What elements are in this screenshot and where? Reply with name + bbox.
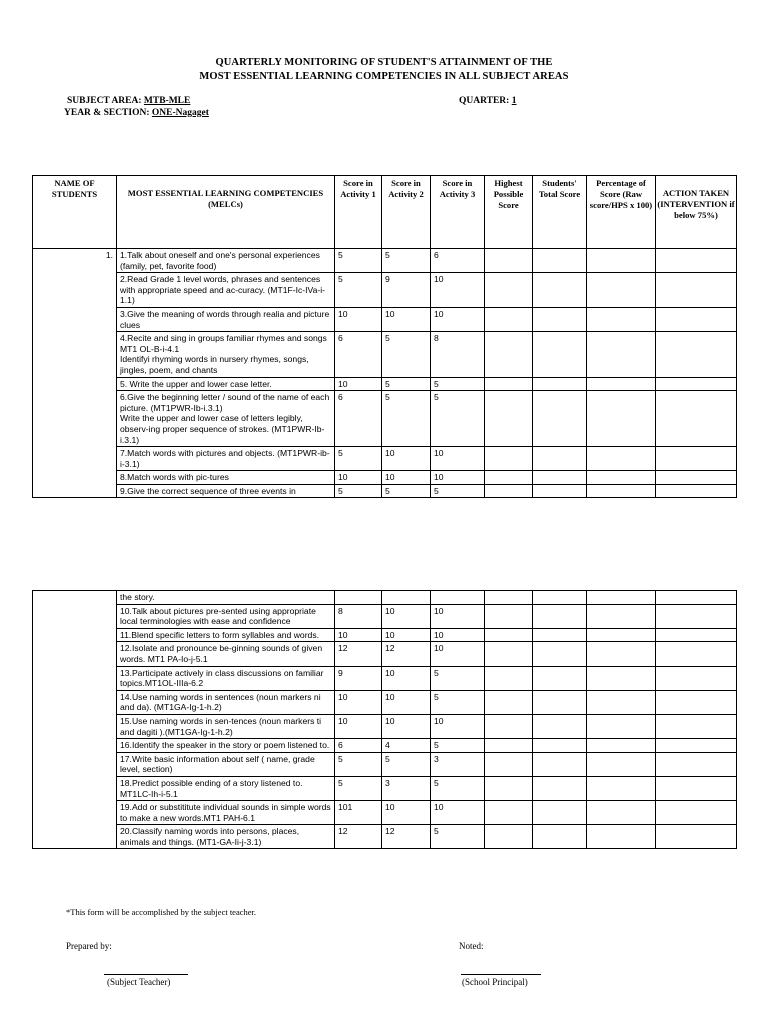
score-activity-2-cell: 9 [382, 273, 431, 308]
hps-cell [485, 666, 533, 690]
year-section-value: ONE-Nagaget [151, 108, 209, 118]
score-activity-3-cell: 5 [431, 666, 485, 690]
percentage-cell [587, 666, 656, 690]
table-row [33, 776, 737, 800]
score-activity-1-cell: 5 [335, 273, 382, 308]
table-row [33, 307, 737, 331]
principal-signature-line [461, 974, 541, 975]
melc-cell: 14.Use naming words in sentences (noun markers ni and da). (MT1GA-Ig-1-h.2) [117, 690, 335, 714]
total-cell [533, 739, 587, 753]
subject-area-value: MTB-MLE [143, 96, 191, 106]
score-activity-2-cell: 5 [382, 752, 431, 776]
melc-cell: 10.Talk about pictures pre-sented using appropriate local terminologies with ease and confidence [117, 604, 335, 628]
action-cell [656, 604, 737, 628]
quarter-label: QUARTER: [459, 96, 510, 106]
hps-cell [485, 484, 533, 498]
percentage-cell [587, 307, 656, 331]
score-activity-2-cell: 5 [382, 249, 431, 273]
total-cell [533, 377, 587, 391]
score-activity-2-cell: 10 [382, 666, 431, 690]
score-activity-1-cell: 10 [335, 471, 382, 485]
score-activity-2-cell: 10 [382, 714, 431, 738]
percentage-cell [587, 377, 656, 391]
col-header-activity-2: Score in Activity 2 [382, 176, 431, 249]
score-activity-1-cell: 8 [335, 604, 382, 628]
footnote: *This form will be accomplished by the subject teacher. [66, 907, 257, 917]
hps-cell [485, 273, 533, 308]
subject-area-label: SUBJECT AREA: [67, 96, 142, 106]
col-header-highest-possible-score: Highest Possible Score [485, 176, 533, 249]
student-number-cell: 1. [33, 249, 117, 498]
subject-teacher-caption: (Subject Teacher) [107, 977, 171, 987]
teacher-signature-line [104, 974, 188, 975]
percentage-cell [587, 447, 656, 471]
score-activity-3-cell: 10 [431, 471, 485, 485]
percentage-cell [587, 825, 656, 849]
total-cell [533, 666, 587, 690]
hps-cell [485, 377, 533, 391]
score-activity-3-cell: 5 [431, 391, 485, 447]
score-activity-2-cell: 10 [382, 447, 431, 471]
melc-cell: 7.Match words with pictures and objects. (MT1PWR-ib-i-3.1) [117, 447, 335, 471]
action-cell [656, 249, 737, 273]
score-activity-2-cell [382, 591, 431, 605]
noted-label: Noted: [459, 941, 484, 951]
score-activity-3-cell [431, 591, 485, 605]
table-row [33, 825, 737, 849]
melc-cell: 20.Classify naming words into persons, places, animals and things. (MT1-GA-Ii-j-3.1) [117, 825, 335, 849]
form-title-line-2: MOST ESSENTIAL LEARNING COMPETENCIES IN ALL SUBJECT AREAS [199, 71, 569, 82]
total-cell [533, 471, 587, 485]
score-activity-1-cell: 10 [335, 377, 382, 391]
percentage-cell [587, 273, 656, 308]
hps-cell [485, 249, 533, 273]
score-activity-3-cell: 10 [431, 628, 485, 642]
total-cell [533, 628, 587, 642]
percentage-cell [587, 714, 656, 738]
table-row [33, 249, 737, 273]
score-activity-3-cell: 10 [431, 447, 485, 471]
melc-cell: 5. Write the upper and lower case letter. [117, 377, 335, 391]
hps-cell [485, 591, 533, 605]
col-header-activity-3: Score in Activity 3 [431, 176, 485, 249]
score-activity-1-cell: 10 [335, 307, 382, 331]
col-header-name: NAME OF STUDENTS [33, 176, 117, 249]
percentage-cell [587, 690, 656, 714]
score-activity-1-cell: 9 [335, 666, 382, 690]
action-cell [656, 690, 737, 714]
score-activity-1-cell: 10 [335, 628, 382, 642]
col-header-percentage: Percentage of Score (Raw score/HPS x 100) [587, 176, 656, 249]
melc-cell: 17.Write basic information about self ( name, grade level, section) [117, 752, 335, 776]
melc-cell: 2.Read Grade 1 level words, phrases and sentences with appropriate speed and ac-curacy. (MT1F-Ic-IVa-i-1.1) [117, 273, 335, 308]
action-cell [656, 642, 737, 666]
table-row [33, 447, 737, 471]
table-row [33, 666, 737, 690]
table-row [33, 273, 737, 308]
score-activity-2-cell: 5 [382, 332, 431, 377]
score-activity-3-cell: 10 [431, 801, 485, 825]
percentage-cell [587, 739, 656, 753]
melc-cell: 19.Add or substititute individual sounds in simple words to make a new words.MT1 PAH-6.1 [117, 801, 335, 825]
table-row [33, 801, 737, 825]
score-activity-2-cell: 10 [382, 307, 431, 331]
total-cell [533, 690, 587, 714]
hps-cell [485, 642, 533, 666]
melc-cell: 4.Recite and sing in groups familiar rhymes and songs MT1 OL-B-i-4.1 Identifyi rhyming words in nursery rhymes, songs, jingles, poem, and chants [117, 332, 335, 377]
action-cell [656, 391, 737, 447]
action-cell [656, 666, 737, 690]
score-activity-3-cell: 6 [431, 249, 485, 273]
action-cell [656, 273, 737, 308]
melc-cell: 13.Participate actively in class discussions on familiar topics.MT1OL-IIIa-6.2 [117, 666, 335, 690]
hps-cell [485, 690, 533, 714]
score-activity-1-cell [335, 591, 382, 605]
melc-cell: the story. [117, 591, 335, 605]
table-row [33, 591, 737, 605]
total-cell [533, 273, 587, 308]
score-activity-2-cell: 10 [382, 471, 431, 485]
action-cell [656, 332, 737, 377]
action-cell [656, 714, 737, 738]
year-section-label: YEAR & SECTION: [64, 108, 150, 118]
melc-cell: 18.Predict possible ending of a story listened to. MT1LC-Ih-i-5.1 [117, 776, 335, 800]
score-activity-2-cell: 4 [382, 739, 431, 753]
hps-cell [485, 714, 533, 738]
table-row [33, 484, 737, 498]
year-section [64, 108, 209, 118]
action-cell [656, 484, 737, 498]
action-cell [656, 307, 737, 331]
total-cell [533, 642, 587, 666]
melc-table-page-1 [32, 175, 737, 498]
action-cell [656, 776, 737, 800]
action-cell [656, 801, 737, 825]
action-cell [656, 739, 737, 753]
total-cell [533, 447, 587, 471]
score-activity-3-cell: 5 [431, 739, 485, 753]
score-activity-3-cell: 10 [431, 307, 485, 331]
score-activity-1-cell: 101 [335, 801, 382, 825]
score-activity-3-cell: 10 [431, 642, 485, 666]
total-cell [533, 752, 587, 776]
total-cell [533, 249, 587, 273]
table-row [33, 471, 737, 485]
score-activity-2-cell: 10 [382, 628, 431, 642]
melc-cell: 6.Give the beginning letter / sound of the name of each picture. (MT1PWR-Ib-i.3.1) Write the upper and lower case of letters legibly, observ-ing proper sequence of strokes. (MT1PWR-Ib-i.3.1) [117, 391, 335, 447]
action-cell [656, 447, 737, 471]
score-activity-2-cell: 5 [382, 391, 431, 447]
total-cell [533, 484, 587, 498]
score-activity-1-cell: 5 [335, 249, 382, 273]
percentage-cell [587, 801, 656, 825]
score-activity-3-cell: 5 [431, 377, 485, 391]
hps-cell [485, 447, 533, 471]
table-row [33, 391, 737, 447]
percentage-cell [587, 471, 656, 485]
col-header-activity-1: Score in Activity 1 [335, 176, 382, 249]
melc-table-page-2 [32, 590, 737, 849]
melc-cell: 11.Blend specific letters to form syllables and words. [117, 628, 335, 642]
action-cell [656, 471, 737, 485]
prepared-by-label: Prepared by: [66, 941, 112, 951]
table-row [33, 377, 737, 391]
melc-cell: 12.Isolate and pronounce be-ginning sounds of given words. MT1 PA-Io-j-5.1 [117, 642, 335, 666]
hps-cell [485, 739, 533, 753]
percentage-cell [587, 591, 656, 605]
col-header-melc: MOST ESSENTIAL LEARNING COMPETENCIES (MELCs) [117, 176, 335, 249]
melc-cell: 3.Give the meaning of words through realia and picture clues [117, 307, 335, 331]
total-cell [533, 391, 587, 447]
melc-cell: 9.Give the correct sequence of three events in [117, 484, 335, 498]
score-activity-1-cell: 6 [335, 739, 382, 753]
score-activity-2-cell: 10 [382, 604, 431, 628]
score-activity-2-cell: 3 [382, 776, 431, 800]
score-activity-1-cell: 6 [335, 332, 382, 377]
subject-area [67, 96, 190, 106]
score-activity-3-cell: 8 [431, 332, 485, 377]
percentage-cell [587, 628, 656, 642]
percentage-cell [587, 752, 656, 776]
percentage-cell [587, 391, 656, 447]
score-activity-3-cell: 3 [431, 752, 485, 776]
quarter-value: 1 [511, 96, 517, 106]
melc-cell: 8.Match words with pic-tures [117, 471, 335, 485]
score-activity-2-cell: 12 [382, 642, 431, 666]
score-activity-1-cell: 12 [335, 642, 382, 666]
percentage-cell [587, 332, 656, 377]
score-activity-2-cell: 5 [382, 377, 431, 391]
action-cell [656, 591, 737, 605]
col-header-action-taken: ACTION TAKEN (INTERVENTION if below 75%) [656, 176, 737, 249]
hps-cell [485, 391, 533, 447]
hps-cell [485, 752, 533, 776]
score-activity-2-cell: 5 [382, 484, 431, 498]
score-activity-1-cell: 5 [335, 484, 382, 498]
score-activity-1-cell: 5 [335, 752, 382, 776]
score-activity-3-cell: 5 [431, 690, 485, 714]
score-activity-1-cell: 12 [335, 825, 382, 849]
percentage-cell [587, 776, 656, 800]
total-cell [533, 591, 587, 605]
hps-cell [485, 776, 533, 800]
score-activity-3-cell: 5 [431, 825, 485, 849]
table-row [33, 332, 737, 377]
percentage-cell [587, 604, 656, 628]
total-cell [533, 307, 587, 331]
hps-cell [485, 801, 533, 825]
score-activity-2-cell: 10 [382, 801, 431, 825]
score-activity-3-cell: 10 [431, 273, 485, 308]
table-row [33, 739, 737, 753]
score-activity-1-cell: 5 [335, 447, 382, 471]
action-cell [656, 377, 737, 391]
percentage-cell [587, 249, 656, 273]
score-activity-1-cell: 6 [335, 391, 382, 447]
total-cell [533, 776, 587, 800]
percentage-cell [587, 484, 656, 498]
score-activity-3-cell: 5 [431, 776, 485, 800]
hps-cell [485, 604, 533, 628]
total-cell [533, 604, 587, 628]
action-cell [656, 628, 737, 642]
score-activity-3-cell: 5 [431, 484, 485, 498]
school-principal-caption: (School Principal) [462, 977, 528, 987]
score-activity-1-cell: 10 [335, 690, 382, 714]
action-cell [656, 825, 737, 849]
hps-cell [485, 825, 533, 849]
percentage-cell [587, 642, 656, 666]
score-activity-1-cell: 5 [335, 776, 382, 800]
form-title-line-1: QUARTERLY MONITORING OF STUDENT'S ATTAINMENT OF THE [215, 57, 553, 68]
col-header-total-score: Students' Total Score [533, 176, 587, 249]
hps-cell [485, 471, 533, 485]
total-cell [533, 825, 587, 849]
quarter [459, 96, 516, 106]
table-row [33, 714, 737, 738]
hps-cell [485, 332, 533, 377]
melc-cell: 1.Talk about oneself and one's personal experiences (family, pet, favorite food) [117, 249, 335, 273]
score-activity-3-cell: 10 [431, 604, 485, 628]
score-activity-2-cell: 12 [382, 825, 431, 849]
hps-cell [485, 628, 533, 642]
table-row [33, 642, 737, 666]
table-row [33, 628, 737, 642]
melc-cell: 16.Identify the speaker in the story or poem listened to. [117, 739, 335, 753]
total-cell [533, 801, 587, 825]
melc-cell: 15.Use naming words in sen-tences (noun markers ti and dagiti ).(MT1GA-Ig-1-h.2) [117, 714, 335, 738]
table-row [33, 752, 737, 776]
table-header-row [33, 176, 737, 249]
table-row [33, 604, 737, 628]
hps-cell [485, 307, 533, 331]
student-name-cell [33, 591, 117, 849]
score-activity-3-cell: 10 [431, 714, 485, 738]
total-cell [533, 332, 587, 377]
action-cell [656, 752, 737, 776]
score-activity-2-cell: 10 [382, 690, 431, 714]
total-cell [533, 714, 587, 738]
table-row [33, 690, 737, 714]
score-activity-1-cell: 10 [335, 714, 382, 738]
